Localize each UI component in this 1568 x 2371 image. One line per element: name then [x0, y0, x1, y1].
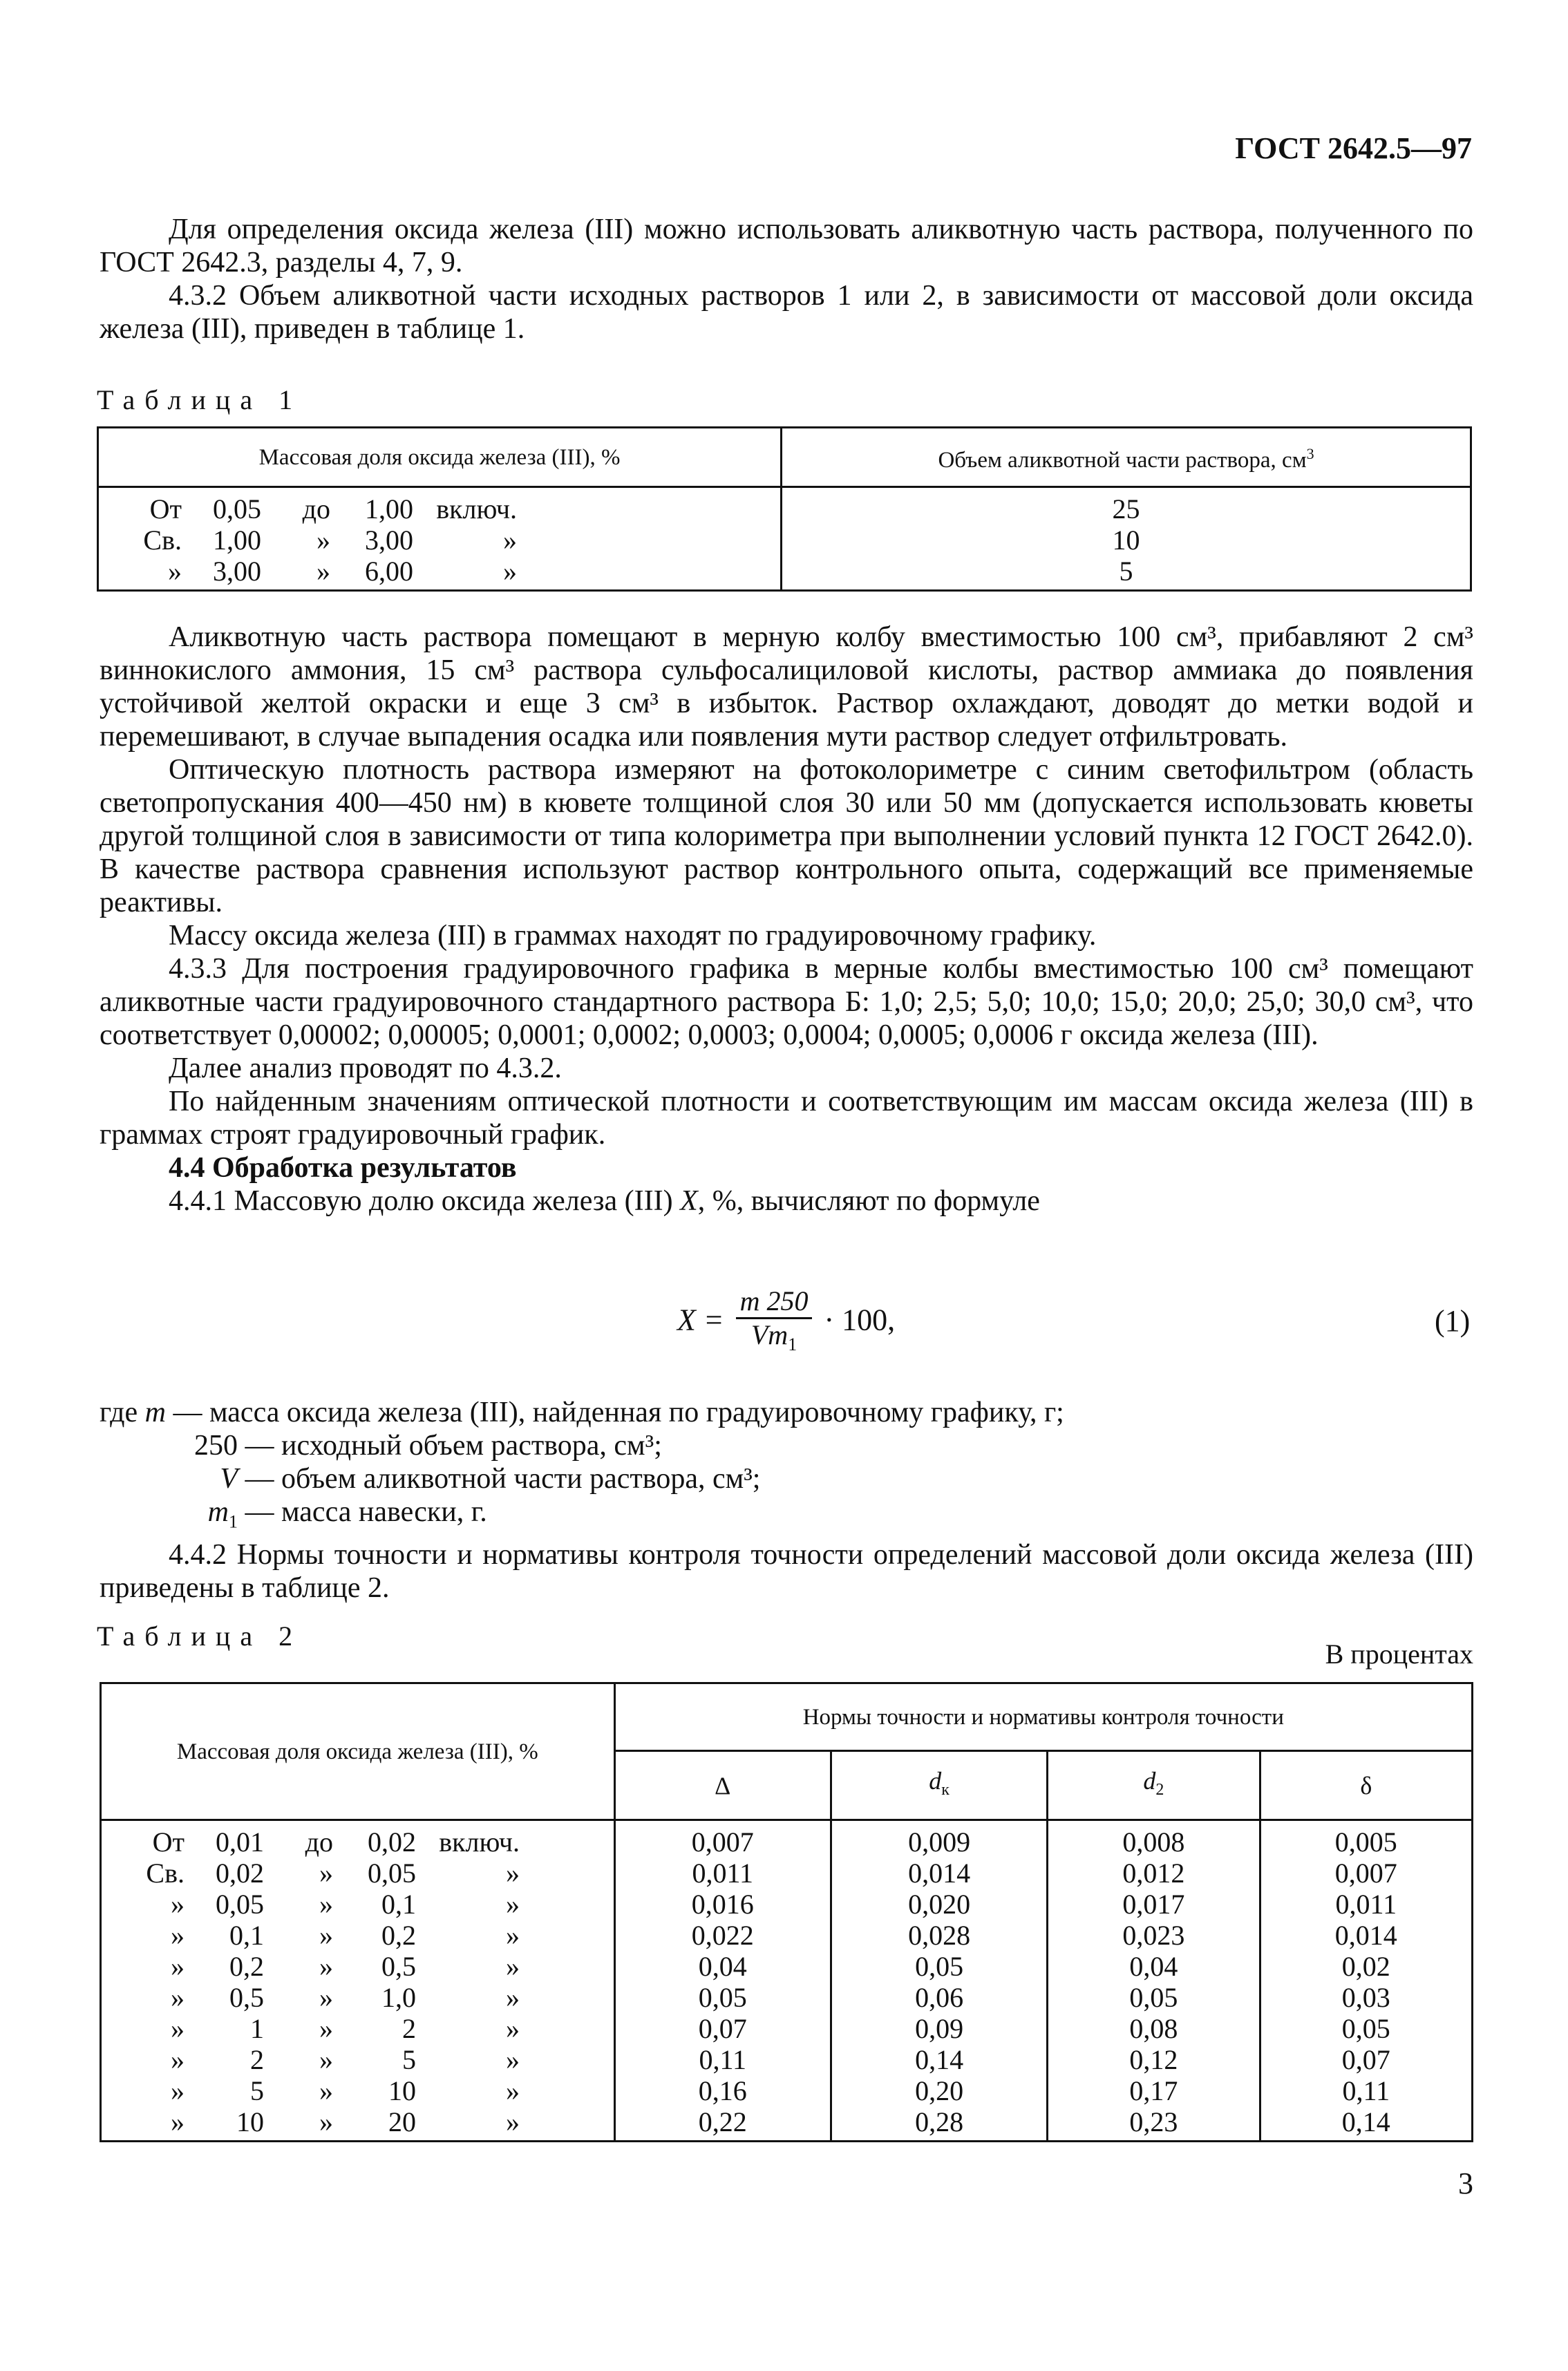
table-2-row	[101, 2075, 1473, 2106]
table-2-row	[101, 1820, 1473, 1858]
table-2-value-cell: 0,005	[1260, 1820, 1472, 1858]
table-1	[97, 426, 1472, 592]
table-2-row-range: » 1 » 2 »	[101, 2013, 615, 2044]
intro-block	[100, 213, 1473, 346]
table-1-volume-cell: 5	[782, 556, 1471, 591]
table-2-value-cell: 0,05	[1048, 1982, 1260, 2013]
table-2-value-cell: 0,17	[1048, 2075, 1260, 2106]
table-1-row-range: Св. 1,00 » 3,00 »	[98, 525, 782, 556]
table-2-row-range: » 0,2 » 0,5 »	[101, 1951, 615, 1982]
legend-row-v: V — объем аликвотной части раствора, см³;	[220, 1463, 761, 1495]
formula-denominator: $Vm_1$	[750, 1319, 797, 1354]
table-2-subheader-0: Δ	[614, 1751, 831, 1820]
table-2-row-range: » 5 » 10 »	[101, 2075, 615, 2106]
formula-numerator: m 250	[736, 1285, 813, 1319]
table-2-subheader-3: δ	[1260, 1751, 1472, 1820]
table-2-subheader-1: $d_к$	[831, 1751, 1047, 1820]
table-2-value-cell: 0,05	[614, 1982, 831, 2013]
table-2-value-cell: 0,20	[831, 2075, 1047, 2106]
table-2-value-cell: 0,05	[1260, 2013, 1472, 2044]
formula-legend	[100, 1396, 1473, 1605]
table-2-value-cell: 0,007	[614, 1820, 831, 1858]
paragraph-further-analysis: Далее анализ проводят по 4.3.2.	[169, 1052, 562, 1084]
table-2-value-cell: 0,09	[831, 2013, 1047, 2044]
main-text-block	[100, 621, 1473, 1218]
table-1-header-aliquot-volume: Объем аликвотной части раствора, $см^3$	[782, 428, 1471, 487]
formula-1	[677, 1285, 895, 1361]
table-2-row-range: » 0,05 » 0,1 »	[101, 1889, 615, 1920]
table-2-value-cell: 0,03	[1260, 1982, 1472, 2013]
table-1-row-range: От 0,05 до 1,00 включ.	[98, 487, 782, 525]
table-2-row-range: Св. 0,02 » 0,05 »	[101, 1858, 615, 1889]
table-2-value-cell: 0,02	[1260, 1951, 1472, 1982]
table-1-row	[98, 487, 1471, 525]
paragraph-build-graph: По найденным значениям оптической плотности и соответствующим им массам оксида железа (III) в граммах строят градуировочный график.	[100, 1086, 1473, 1151]
table-2	[100, 1682, 1473, 2142]
table-2-value-cell: 0,011	[1260, 1889, 1472, 1920]
table-2-value-cell: 0,05	[831, 1951, 1047, 1982]
table-2-value-cell: 0,14	[1260, 2106, 1472, 2142]
table-2-value-cell: 0,12	[1048, 2044, 1260, 2075]
table-2-unit-note: В процентах	[1325, 1638, 1473, 1670]
table-2-row	[101, 1951, 1473, 1982]
formula-lhs: X =	[677, 1303, 724, 1337]
table-2-header-mass-fraction: Массовая доля оксида железа (III), %	[101, 1683, 615, 1820]
table-2-value-cell: 0,22	[614, 2106, 831, 2142]
table-2-value-cell: 0,07	[1260, 2044, 1472, 2075]
table-2-value-cell: 0,06	[831, 1982, 1047, 2013]
table-2-value-cell: 0,04	[614, 1951, 831, 1982]
table-2-row-range: » 10 » 20 »	[101, 2106, 615, 2142]
table-1-title: Таблица 1	[97, 384, 303, 415]
table-1-body	[98, 487, 1471, 591]
intro-paragraph-2: 4.3.2 Объем аликвотной части исходных растворов 1 или 2, в зависимости от массовой доли оксида железа (III), приведен в таблице 1.	[100, 280, 1473, 345]
formula-number: (1)	[1435, 1304, 1471, 1338]
table-1-volume-cell: 10	[782, 525, 1471, 556]
table-2-value-cell: 0,009	[831, 1820, 1047, 1858]
table-1-row-range: » 3,00 » 6,00 »	[98, 556, 782, 591]
table-2-row	[101, 2013, 1473, 2044]
section-heading-results: 4.4 Обработка результатов	[169, 1152, 517, 1184]
table-1-row	[98, 556, 1471, 591]
table-1-volume-cell: 25	[782, 487, 1471, 525]
table-2-value-cell: 0,14	[831, 2044, 1047, 2075]
table-2-row	[101, 1889, 1473, 1920]
table-2-value-cell: 0,07	[614, 2013, 831, 2044]
paragraph-formula-intro: 4.4.1 Массовую долю оксида железа (III) X, %, вычисляют по формуле	[169, 1185, 1040, 1217]
table-1-row	[98, 525, 1471, 556]
table-1-header-mass-fraction: Массовая доля оксида железа (III), %	[98, 428, 782, 487]
table-2-value-cell: 0,014	[831, 1858, 1047, 1889]
table-2-value-cell: 0,16	[614, 2075, 831, 2106]
table-2-value-cell: 0,008	[1048, 1820, 1260, 1858]
table-2-value-cell: 0,11	[1260, 2075, 1472, 2106]
table-2-value-cell: 0,016	[614, 1889, 831, 1920]
table-2-value-cell: 0,020	[831, 1889, 1047, 1920]
paragraph-optical-density: Оптическую плотность раствора измеряют на фотоколориметре с синим светофильтром (область светопропускания 400—450 нм) в кювете толщиной слоя 30 или 50 мм (допускается использовать кюветы другой толщиной слоя в зависимости от типа колориметра при выполнении условий пункта 12 ГОСТ 2642.0). В качестве раствора сравнения используют раствор контрольного опыта, содержащий все применяемые реактивы.	[100, 754, 1473, 918]
table-2-value-cell: 0,08	[1048, 2013, 1260, 2044]
table-2-value-cell: 0,011	[614, 1858, 831, 1889]
table-2-row	[101, 1920, 1473, 1951]
table-2-value-cell: 0,022	[614, 1920, 831, 1951]
paragraph-calibration-graph: 4.3.3 Для построения градуировочного графика в мерные колбы вместимостью 100 см³ помещают аликвотные части градуировочного стандартного раствора Б: 1,0; 2,5; 5,0; 10,0; 15,0; 20,0; 25,0; 30,0 см³, что соответствует 0,00002; 0,00005; 0,0001; 0,0002; 0,0003; 0,0004; 0,0005; 0,0006 г оксида железа (III).	[100, 953, 1473, 1051]
intro-paragraph-1: Для определения оксида железа (III) можно использовать аликвотную часть раствора, полученного по ГОСТ 2642.3, разделы 4, 7, 9.	[100, 214, 1473, 278]
table-2-row	[101, 2044, 1473, 2075]
formula-rhs: · 100,	[824, 1303, 896, 1337]
table-2-value-cell: 0,23	[1048, 2106, 1260, 2142]
table-2-body	[101, 1820, 1473, 2142]
paragraph-mass-by-graph: Массу оксида железа (III) в граммах находят по градуировочному графику.	[169, 920, 1097, 952]
paragraph-aliquot-procedure: Аликвотную часть раствора помещают в мерную колбу вместимостью 100 см³, прибавляют 2 см³ виннокислого аммония, 15 см³ раствора сульфосалициловой кислоты, раствор аммиака до появления устойчивой желтой окраски и еще 3 см³ в избыток. Раствор охлаждают, доводят до метки водой и перемешивают, в случае выпадения осадка или появления мути раствор следует отфильтровать.	[100, 621, 1473, 753]
table-2-value-cell: 0,11	[614, 2044, 831, 2075]
table-2-value-cell: 0,28	[831, 2106, 1047, 2142]
table-2-value-cell: 0,014	[1260, 1920, 1472, 1951]
table-2-value-cell: 0,012	[1048, 1858, 1260, 1889]
table-2-header-norms: Нормы точности и нормативы контроля точности	[614, 1683, 1472, 1751]
table-2-value-cell: 0,023	[1048, 1920, 1260, 1951]
table-2-row	[101, 1858, 1473, 1889]
table-2-value-cell: 0,028	[831, 1920, 1047, 1951]
table-2-value-cell: 0,017	[1048, 1889, 1260, 1920]
table-2-value-cell: 0,04	[1048, 1951, 1260, 1982]
legend-row-m1: $m_1$ — масса навески, г.	[207, 1496, 487, 1532]
table-2-subheader-2: $d_2$	[1048, 1751, 1260, 1820]
table-2-row-range: От 0,01 до 0,02 включ.	[101, 1820, 615, 1858]
document-header: ГОСТ 2642.5—97	[1235, 131, 1472, 165]
table-2-row-range: » 0,1 » 0,2 »	[101, 1920, 615, 1951]
table-2-value-cell: 0,007	[1260, 1858, 1472, 1889]
legend-row-250: 250 — исходный объем раствора, см³;	[194, 1430, 662, 1462]
table-2-row	[101, 2106, 1473, 2142]
table-2-title: Таблица 2	[97, 1621, 303, 1652]
legend-row-m: где m — масса оксида железа (III), найденная по градуировочному графику, г;	[100, 1397, 1064, 1428]
paragraph-accuracy-norms: 4.4.2 Нормы точности и нормативы контроля точности определений массовой доли оксида железа (III) приведены в таблице 2.	[100, 1539, 1473, 1605]
page-number: 3	[1458, 2166, 1473, 2200]
table-2-row-range: » 2 » 5 »	[101, 2044, 615, 2075]
formula-fraction	[736, 1285, 813, 1361]
table-2-row	[101, 1982, 1473, 2013]
table-2-row-range: » 0,5 » 1,0 »	[101, 1982, 615, 2013]
